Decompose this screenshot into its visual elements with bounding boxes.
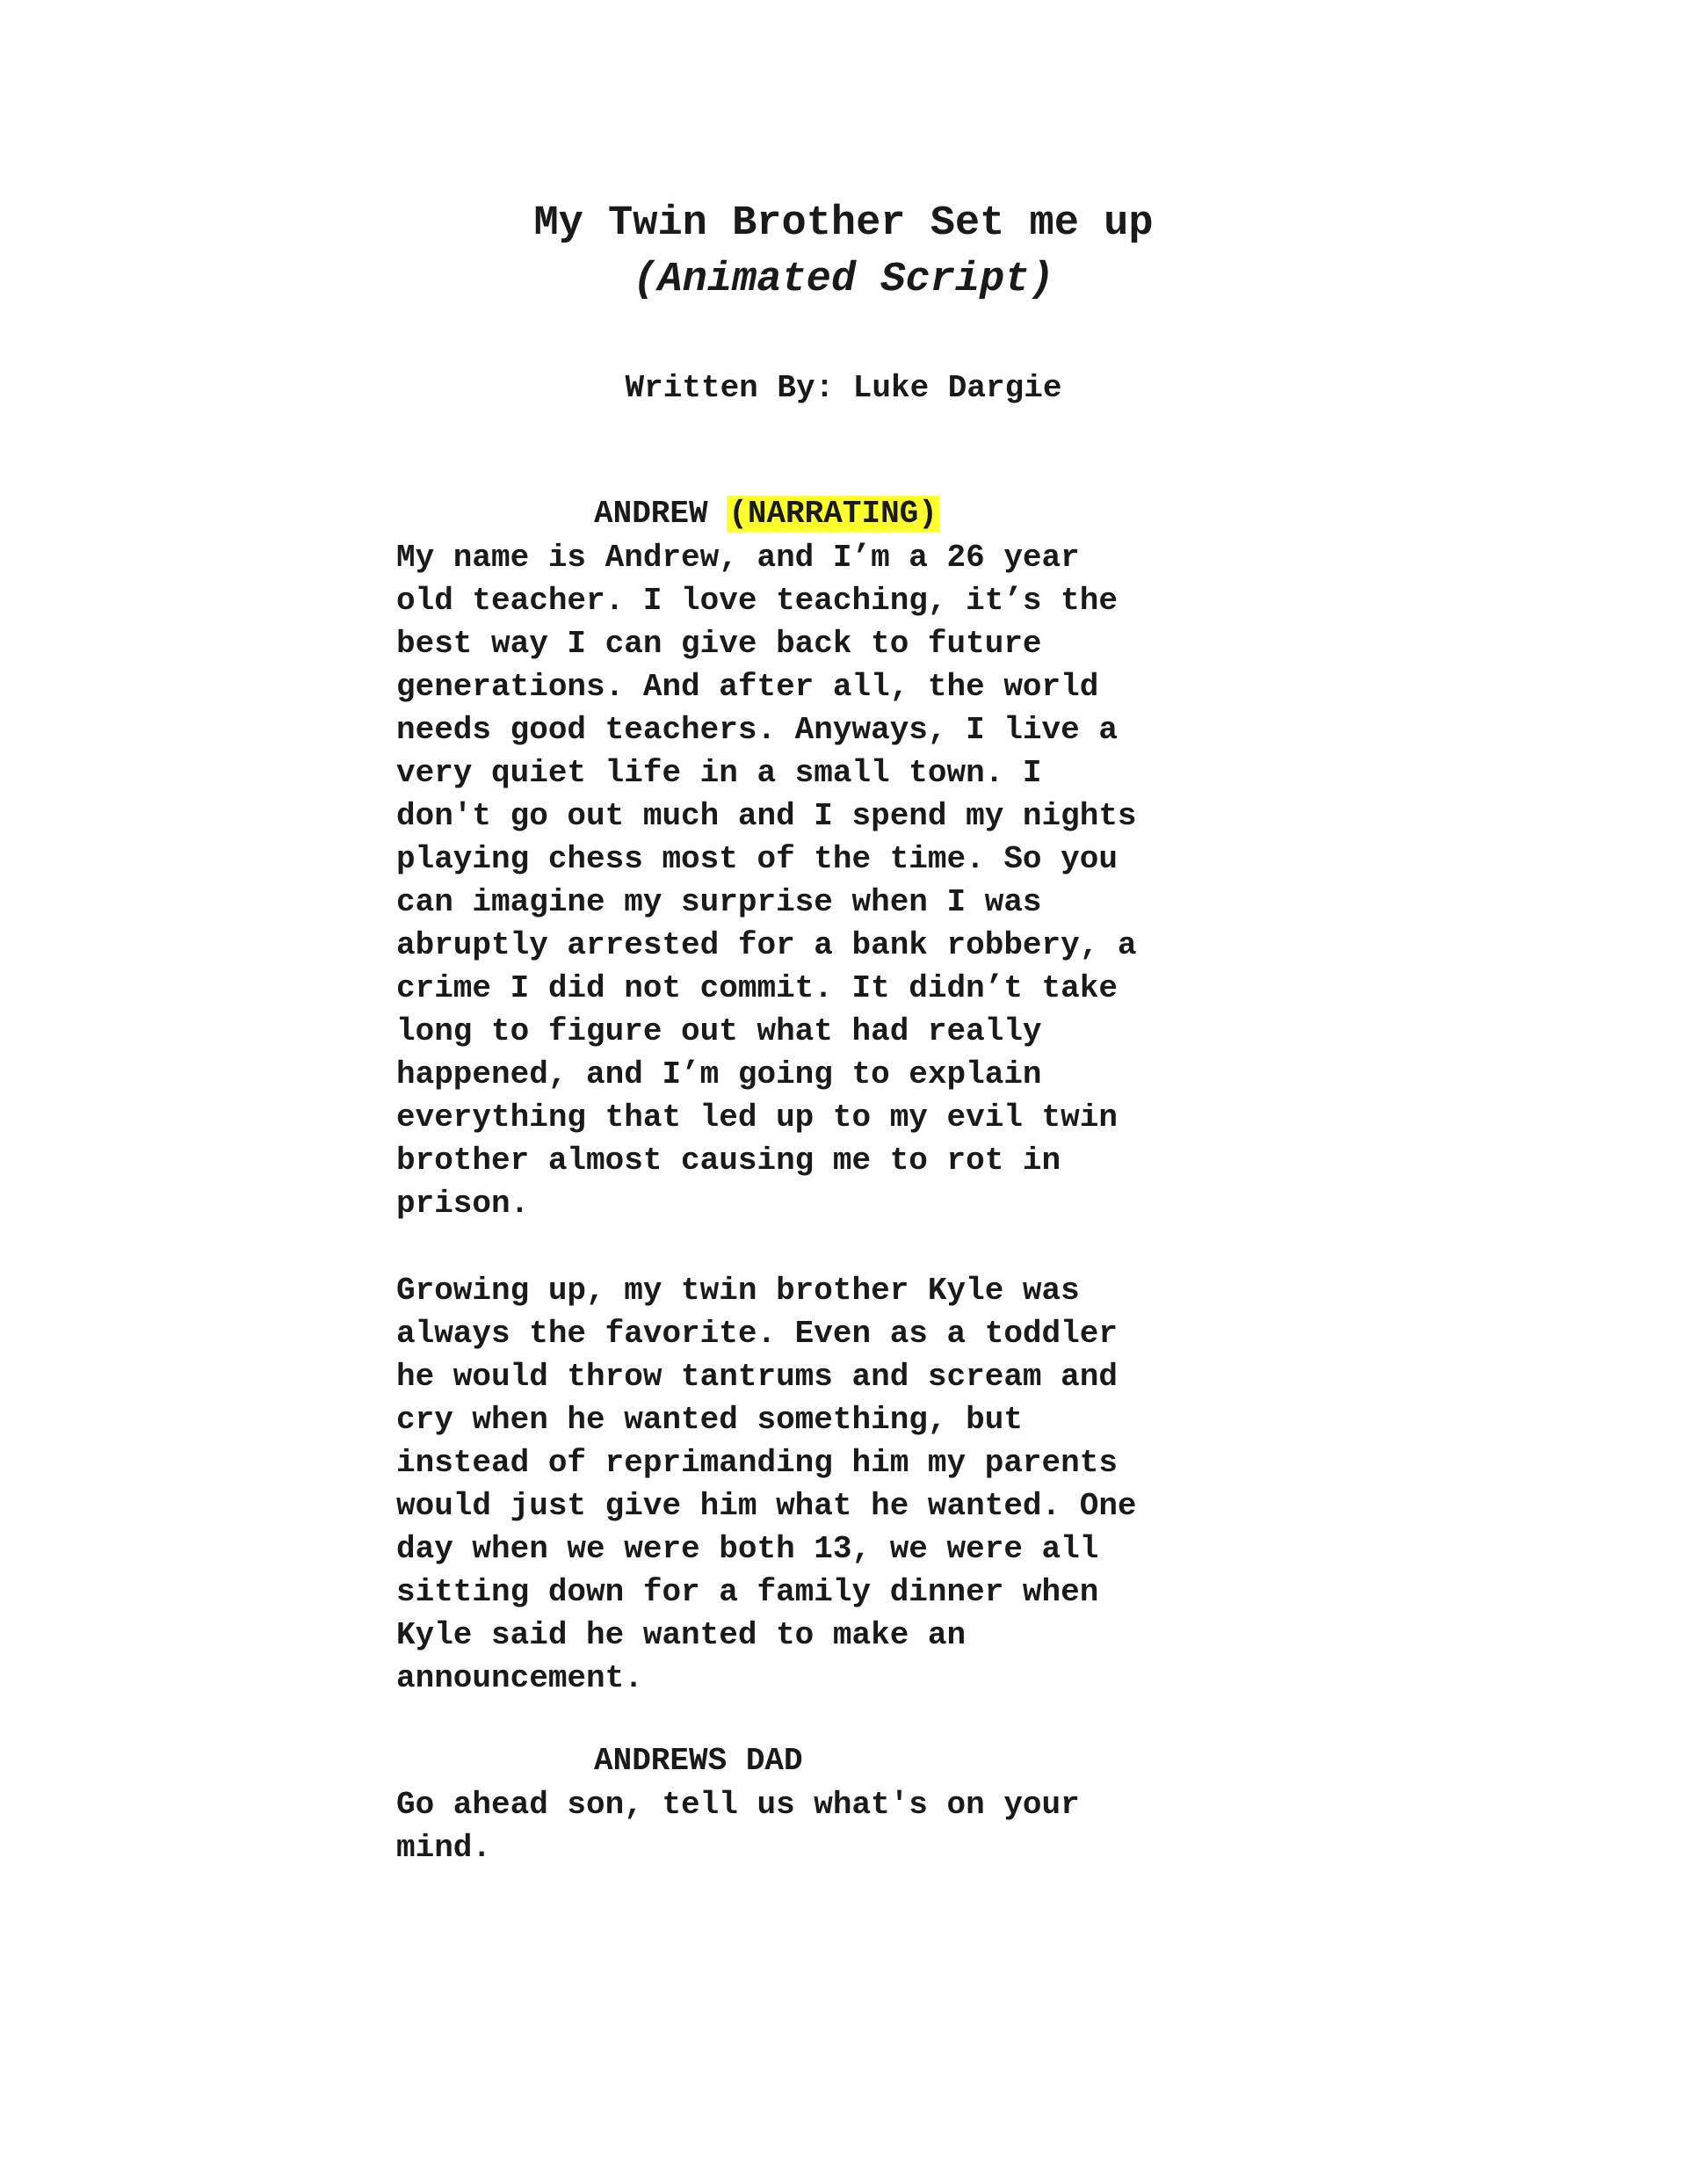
dialogue-line: very quiet life in a small town. I xyxy=(396,755,1042,791)
dialogue-line: playing chess most of the time. So you xyxy=(396,841,1118,877)
dialogue-line: day when we were both 13, we were all xyxy=(396,1531,1099,1567)
dialogue-line: mind. xyxy=(396,1830,492,1866)
character-extension-highlighted: (NARRATING) xyxy=(728,496,938,532)
script-title: My Twin Brother Set me up xyxy=(533,200,1154,247)
dialogue-line: needs good teachers. Anyways, I live a xyxy=(396,712,1118,748)
dialogue-line: Kyle said he wanted to make an xyxy=(396,1617,967,1653)
dialogue-line: announcement. xyxy=(396,1660,643,1696)
dialogue-line: can imagine my surprise when I was xyxy=(396,884,1042,920)
dialogue-line: don't go out much and I spend my nights xyxy=(396,798,1137,834)
dialogue-line: generations. And after all, the world xyxy=(396,669,1099,705)
dialogue-line: My name is Andrew, and I’m a 26 year xyxy=(396,540,1080,576)
dialogue-line: sitting down for a family dinner when xyxy=(396,1574,1099,1610)
dialogue-line: instead of reprimanding him my parents xyxy=(396,1445,1118,1481)
dialogue-andrew-part2 xyxy=(396,1269,1187,1700)
character-cue-andrews-dad: ANDREWS DAD xyxy=(594,1743,803,1779)
dialogue-line: Growing up, my twin brother Kyle was xyxy=(396,1273,1080,1309)
dialogue-andrews-dad xyxy=(396,1783,1187,1869)
dialogue-line: he would throw tantrums and scream and xyxy=(396,1359,1118,1395)
dialogue-line: crime I did not commit. It didn’t take xyxy=(396,970,1118,1006)
dialogue-line: prison. xyxy=(396,1186,530,1222)
dialogue-line: old teacher. I love teaching, it’s the xyxy=(396,583,1118,619)
dialogue-line: would just give him what he wanted. One xyxy=(396,1488,1137,1524)
dialogue-line: cry when he wanted something, but xyxy=(396,1402,1023,1438)
character-cue-andrew xyxy=(594,493,939,535)
dialogue-line: long to figure out what had really xyxy=(396,1013,1042,1049)
character-name: ANDREW xyxy=(594,496,708,532)
dialogue-andrew-part1 xyxy=(396,536,1187,1225)
script-byline: Written By: Luke Dargie xyxy=(625,370,1062,406)
dialogue-line: abruptly arrested for a bank robbery, a xyxy=(396,927,1137,963)
script-subtitle: (Animated Script) xyxy=(633,257,1054,303)
dialogue-line: everything that led up to my evil twin xyxy=(396,1099,1118,1136)
dialogue-line: always the favorite. Even as a toddler xyxy=(396,1316,1118,1352)
dialogue-line: happened, and I’m going to explain xyxy=(396,1056,1042,1092)
dialogue-line: best way I can give back to future xyxy=(396,626,1042,662)
dialogue-line: brother almost causing me to rot in xyxy=(396,1143,1061,1179)
dialogue-line: Go ahead son, tell us what's on your xyxy=(396,1787,1080,1823)
